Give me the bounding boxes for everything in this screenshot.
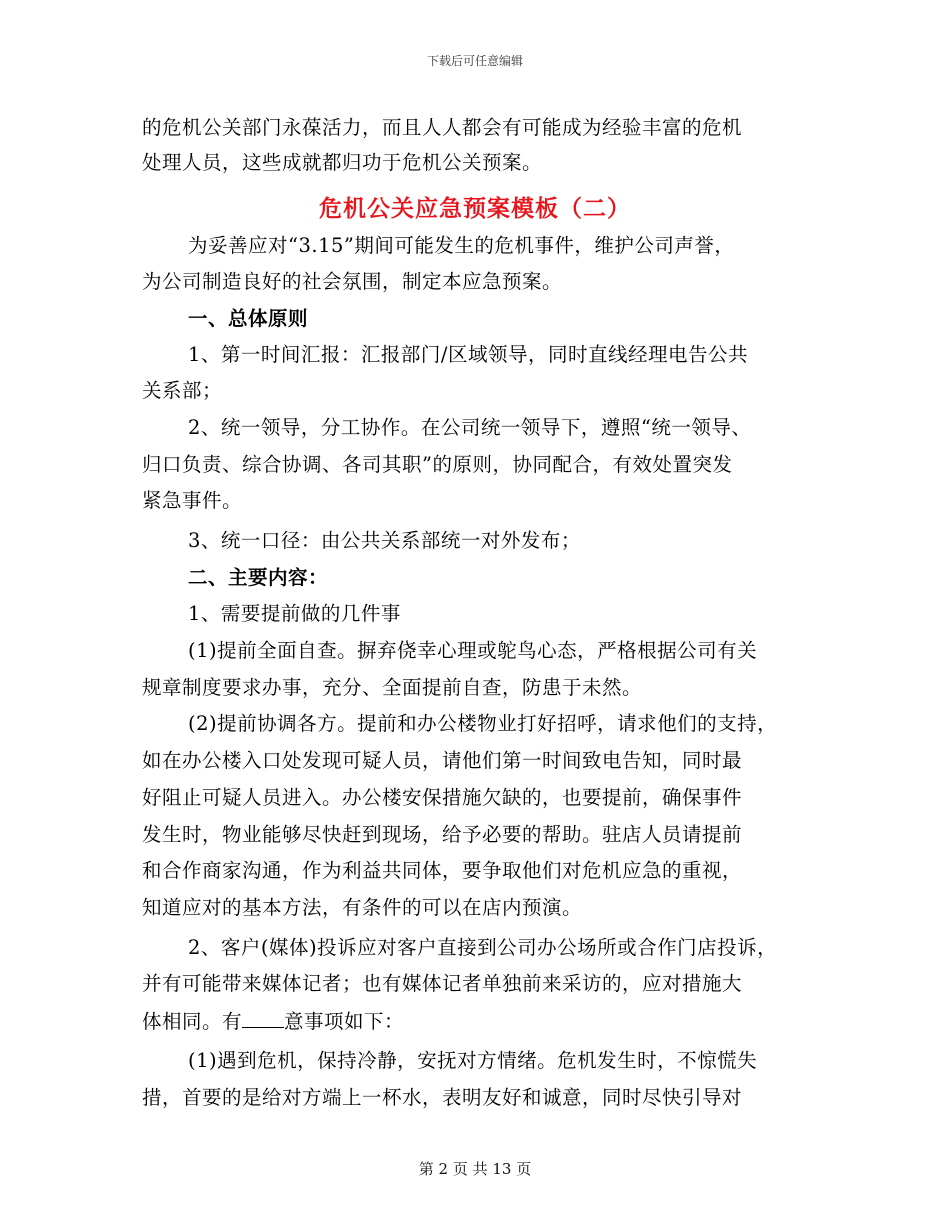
body-line: 1、需要提前做的几件事: [188, 602, 401, 625]
body-line: 关系部；: [142, 379, 223, 402]
body-line: 和合作商家沟通，作为利益共同体，要争取他们对危机应急的重视，: [142, 859, 743, 882]
body-line: 为公司制造良好的社会氛围，制定本应急预案。: [142, 270, 563, 293]
heading-content: 二、主要内容：: [188, 566, 329, 589]
body-line: 并有可能带来媒体记者；也有媒体记者单独前来采访的，应对措施大: [142, 972, 743, 995]
blank-underline: [242, 1011, 284, 1028]
body-line: 知道应对的基本方法，有条件的可以在店内预演。: [142, 896, 583, 919]
body-line: 2、统一领导，分工协作。在公司统一领导下，遵照“统一领导、: [188, 416, 752, 439]
body-line: 的危机公关部门永葆活力，而且人人都会有可能成为经验丰富的危机: [142, 116, 743, 139]
body-text: 体相同。有: [142, 1010, 243, 1033]
page-header: 下载后可任意编辑: [426, 54, 523, 68]
body-line: 发生时，物业能够尽快赶到现场，给予必要的帮助。驻店人员请提前: [142, 823, 743, 846]
body-line: 1、第一时间汇报：汇报部门/区域领导，同时直线经理电告公共: [188, 343, 748, 366]
section-title: 危机公关应急预案模板（二）: [319, 195, 631, 222]
body-text: 意事项如下：: [284, 1010, 405, 1033]
body-line: (1)提前全面自查。摒弃侥幸心理或鸵鸟心态，严格根据公司有关: [188, 639, 758, 662]
body-line: 3、统一口径：由公共关系部统一对外发布；: [188, 529, 581, 552]
body-line: 如在办公楼入口处发现可疑人员，请他们第一时间致电告知，同时最: [142, 749, 743, 772]
body-line: (1)遇到危机，保持冷静，安抚对方情绪。危机发生时，不惊慌失: [188, 1049, 758, 1072]
body-line: 归口负责、综合协调、各司其职”的原则，协同配合，有效处置突发: [142, 453, 733, 476]
body-line: 2、客户(媒体)投诉应对客户直接到公司办公场所或合作门店投诉，: [188, 936, 778, 959]
body-line: 规章制度要求办事，充分、全面提前自查，防患于未然。: [142, 676, 643, 699]
body-line: 处理人员，这些成就都归功于危机公关预案。: [142, 151, 543, 174]
body-line: 好阻止可疑人员进入。办公楼安保措施欠缺的，也要提前，确保事件: [142, 786, 743, 809]
body-line: 为妥善应对“3.15”期间可能发生的危机事件，维护公司声誉，: [188, 234, 735, 257]
heading-principles: 一、总体原则: [188, 307, 309, 330]
page-footer: 第 2 页 共 13 页: [418, 1160, 532, 1178]
body-line: (2)提前协调各方。提前和办公楼物业打好招呼，请求他们的支持，: [188, 712, 778, 735]
body-line: [142, 1011, 404, 1032]
body-line: 紧急事件。: [142, 489, 243, 512]
body-line: 措，首要的是给对方端上一杯水，表明友好和诚意，同时尽快引导对: [142, 1086, 743, 1109]
